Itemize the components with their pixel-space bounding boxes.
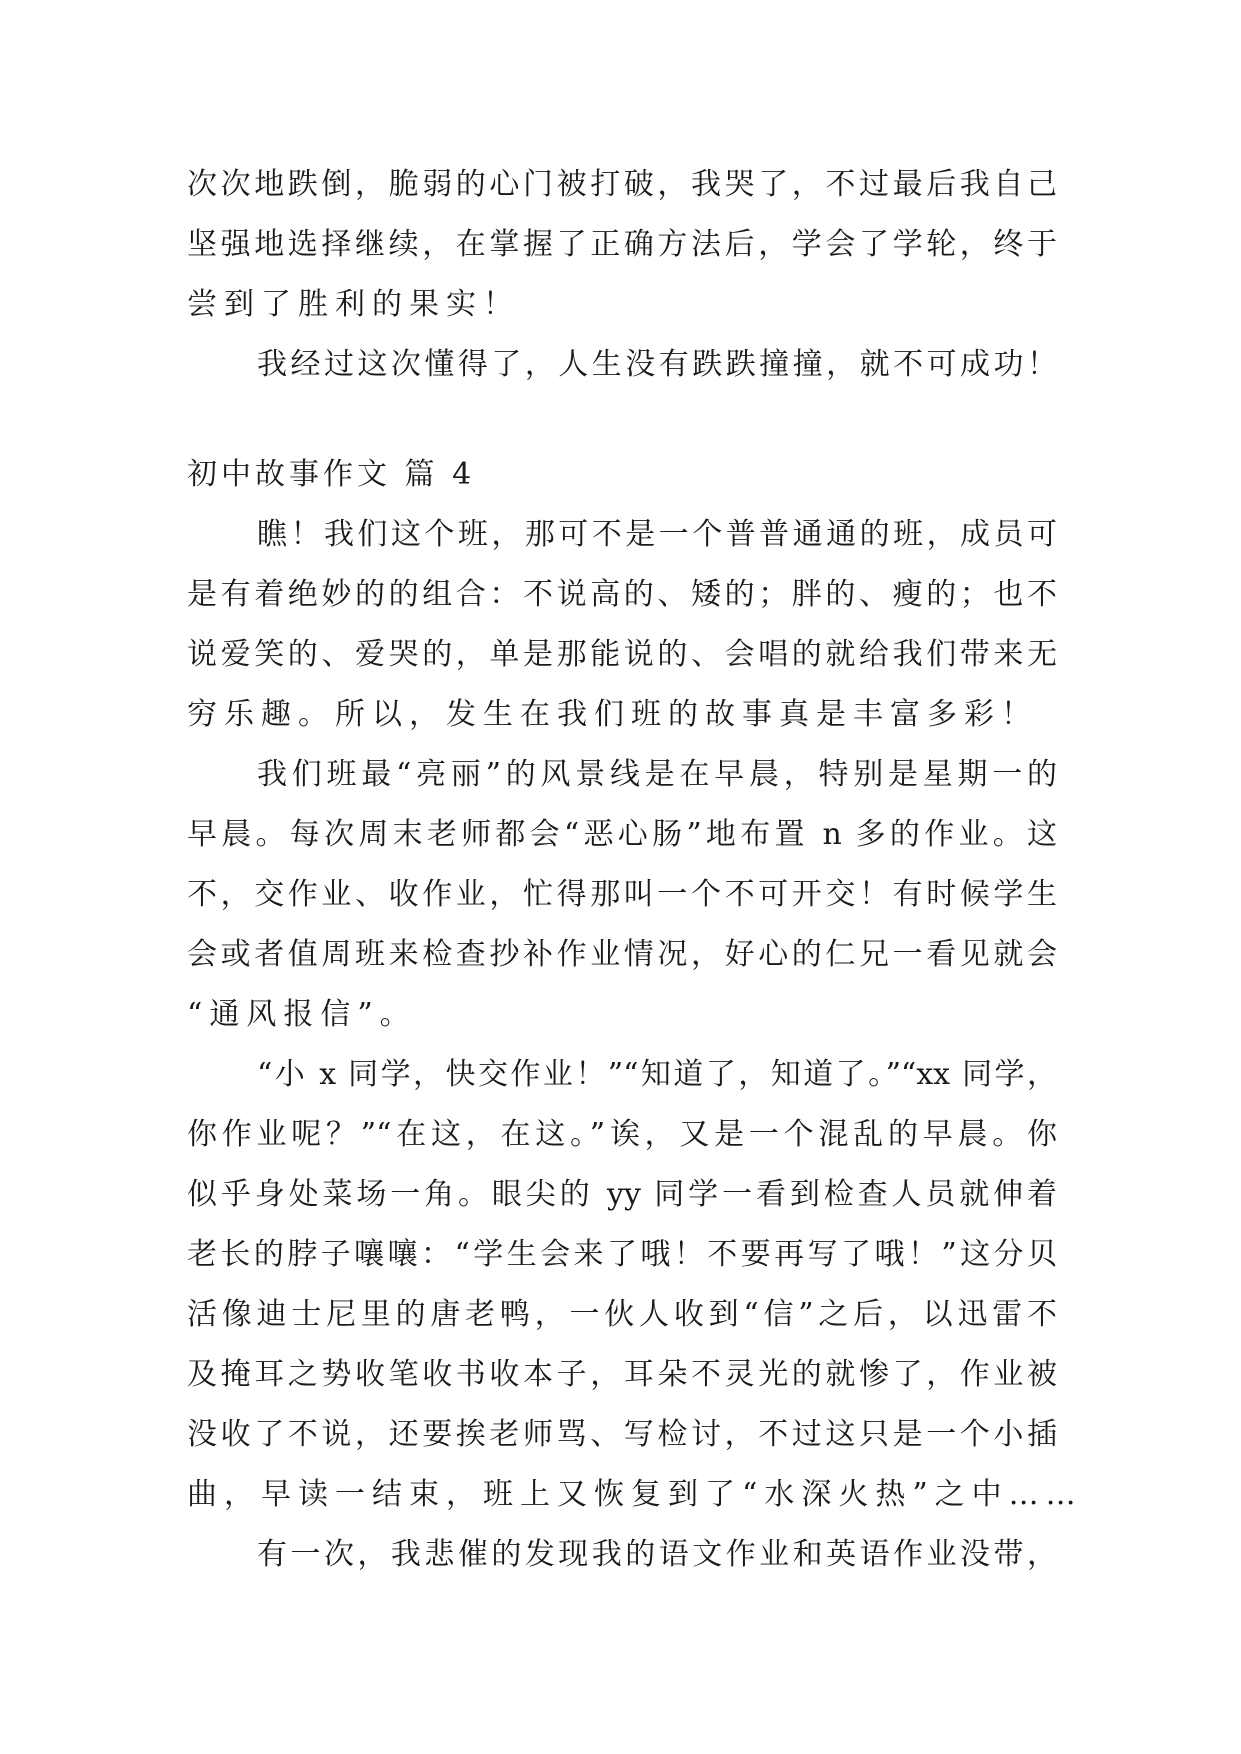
section-heading: 初中故事作文 篇 4 [187,457,476,492]
paragraph-line: 尝到了胜利的果实！ [187,287,520,322]
paragraph-line: 有一次，我悲催的发现我的语文作业和英语作业没带， [257,1537,1057,1572]
paragraph-line: 次次地跌倒，脆弱的心门被打破，我哭了，不过最后我自己 [187,167,1057,202]
paragraph-line: 似乎身处菜场一角。眼尖的 yy 同学一看到检查人员就伸着 [187,1177,1057,1212]
paragraph-line: 会或者值周班来检查抄补作业情况，好心的仁兄一看见就会 [187,937,1057,972]
paragraph-line: 穷乐趣。所以，发生在我们班的故事真是丰富多彩！ [187,697,1038,732]
paragraph-line: 没收了不说，还要挨老师骂、写检讨，不过这只是一个小插 [187,1417,1057,1452]
paragraph-line: “小 x 同学，快交作业！”“知道了，知道了。”“xx 同学， [257,1057,1057,1092]
paragraph-line: 不，交作业、收作业，忙得那叫一个不可开交！有时候学生 [187,877,1057,912]
paragraph-line: 是有着绝妙的的组合：不说高的、矮的；胖的、瘦的；也不 [187,577,1057,612]
paragraph-line: 老长的脖子嚷嚷：“学生会来了哦！不要再写了哦！”这分贝 [187,1237,1057,1272]
paragraph-line: 坚强地选择继续，在掌握了正确方法后，学会了学轮，终于 [187,227,1057,262]
paragraph-line: 瞧！我们这个班，那可不是一个普普通通的班，成员可 [257,517,1057,552]
paragraph-line: 我们班最“亮丽”的风景线是在早晨，特别是星期一的 [257,757,1057,792]
paragraph-line: 活像迪士尼里的唐老鸭，一伙人收到“信”之后，以迅雷不 [187,1297,1057,1332]
paragraph-line: 早晨。每次周末老师都会“恶心肠”地布置 n 多的作业。这 [187,817,1057,852]
paragraph-line: “通风报信”。 [187,997,417,1032]
paragraph-line: 我经过这次懂得了，人生没有跌跌撞撞，就不可成功！ [257,347,1057,382]
paragraph-line: 及掩耳之势收笔收书收本子，耳朵不灵光的就惨了，作业被 [187,1357,1057,1392]
paragraph-line: 曲，早读一结束，班上又恢复到了“水深火热”之中…… [187,1477,1083,1512]
paragraph-line: 说爱笑的、爱哭的，单是那能说的、会唱的就给我们带来无 [187,637,1057,672]
paragraph-line: 你作业呢？”“在这，在这。”诶，又是一个混乱的早晨。你 [187,1117,1057,1152]
